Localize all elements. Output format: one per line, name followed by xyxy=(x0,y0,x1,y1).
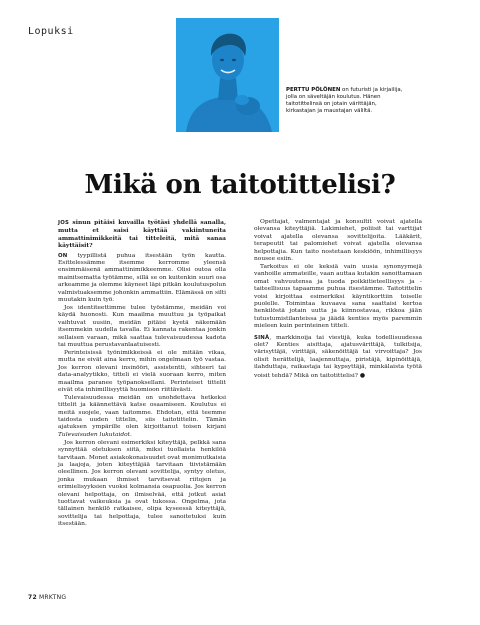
author-portrait-illustration xyxy=(176,18,279,132)
body-paragraph-1 xyxy=(58,253,226,305)
paragraph-8-kicker: SINÄ xyxy=(254,334,270,341)
body-paragraph-6: Opettajat, valmentajat ja konsultit voivat ajatella olevansa kiteyttäjiä. Lakimiehet, poliisit tai varttijat voivat ajatella olevansa sovittelijoita. Lääkärit, terapeutit tai palomiehet voivat ajatella olevansa helpottajia. Kun taito nostetaan keskiöön, inhimillisyys nousee esiin. xyxy=(254,219,422,263)
book-title: Tulevaisuden lukutaidot xyxy=(58,431,131,438)
article-column-left xyxy=(58,219,226,529)
author-photo xyxy=(176,18,279,132)
page-footer xyxy=(28,594,66,601)
body-paragraph-2: Jos identiteettimme tulee työstämme, meidän voi käydä huonosti. Kun maailma muuttuu ja työpaikat vaihtuvat uusiin, meidän pitäisi kyetä näkemään itsemmekin uudella tavalla. Ei kannata rakentaa jonkin sellaisen varaan, mikä saattaa tulevaisuudessa kadota tai muuttua perustavanlaatuisesti. xyxy=(58,304,226,348)
paragraph-4-text-b: . xyxy=(130,431,132,438)
body-paragraph-7: Tarkoitus ei ole keksiä vain uusia synonyymejä vanhoille ammateille, vaan auttaa kutakin sanoittamaan omat vahvuutensa ja tuoda poikkitieteellisyys ja -taiteellisuus tapaamme puhua itsestämme. Taitotittelin voisi kirjoittaa esimerkiksi käyntikorttiin toiselle puolelle. Toimintaa kuvaava sana saattaisi kertoa henkilöstä jotain uutta ja kiinnostavaa, rikkoa jään tutustumistilanteissa ja jäädä kenties myös paremmin mieleen kuin perinteinen titteli. xyxy=(254,263,422,330)
paragraph-1-kicker: ON xyxy=(58,252,68,259)
caption-text: on futuristi ja kirjailija, jolla on säveltäjän koulutus. Hänen taitotittelinsä on jotain värittäjän, kirkastajan ja maustajan väliltä. xyxy=(286,87,403,114)
paragraph-8-text: , markkinoija tai viestijä, kuka todellisuudessa olet? Kenties aisittaja, ajatusvärittäjä, tulkitsija, värisyttäjä, virittäjä, säkenöittäjä tai virvoittaja? Jos olisit herättelijä, laajennuttaja, piristäjä, kipinöittäjä, ilahduttaja, raikastaja tai kypsyttäjä, minkälaista työtä voisit tehdä? Mikä on taitotittelisi? xyxy=(254,334,422,379)
section-label: Lopuksi xyxy=(28,26,74,37)
paragraph-1-text: tyypillistä puhua itsestään työn kautta. Esittelessämme itsemme kerromme yleensä ensimmäisenä ammattinimikkeemme. Olisi outoa olla mainitsematta työtämme, sillä se on kuitenkin suuri osa arkeamme ja olemme käyneet läpi pitkän koulutuspolun valmistuaksemme johonkin ammattiin. Elämässä on silti muutakin kuin työ. xyxy=(58,252,226,304)
body-paragraph-8 xyxy=(254,335,422,380)
body-paragraph-5: Jos kerron olevani esimerkiksi kiteyttäjä, pelkkä sana synnyttää oletuksen siitä, miksi tuollaista henkilöä tarvitaan. Monet asiakokonaisuudet ovat monimutkaisia ja laajoja, joten kiteyttäjää tarvitaan tiivistämään oleellinen. Jos kerron olevani sovittelija, syntyy oletus, jonka mukaan ihmiset tarvitsevat riitojen ja erimielisyyksien vuoksi kolmansia osapuolia. Jos kerron olevani helpottaja, on ilmiselvää, että jotkut asiat tuottavat vaikeuksia ja ovat tukossa. Ongelma, jota tällainen henkilö ratkaisee, olipa kyseessä kiteyttäjä, sovittelija tai helpottaja, tulee sanoitetuksi kuin itsestään. xyxy=(58,439,226,528)
end-mark-icon: ● xyxy=(359,371,366,379)
article-column-right xyxy=(254,219,422,380)
page-number: 72 xyxy=(28,594,37,601)
body-paragraph-4 xyxy=(58,395,226,439)
article-title: Mikä on taitotittelisi? xyxy=(84,170,396,200)
paragraph-4-text-a: Tulevaisuudessa meidän on unohdettava hetkeksi tittelit ja käännettävä katse osaamiseen. Koulutus ei meitä suojele, vaan taitomme. Ehdotan, että teemme taidosta uuden tittelin, siis taitotittelin. Tämän ajatuksen ympärille olen kirjoittanut toisen kirjani xyxy=(58,394,226,431)
body-paragraph-3: Perinteisissä työnimikkeissä ei ole mitään vikaa, mutta ne eivät aina kerro, mihin ongelmaan työ vastaa. Jos kerron olevani insinööri, assistentti, sihteeri tai data-analyytikko, titteli ei vielä suoraan kerro, miten maailma paranee työpanoksellani. Perinteiset tittelit eivät ota inhimillisyyttä huomioon riittävästi. xyxy=(58,349,226,393)
lead-text: sinun pitäisi kuvailla työtäsi yhdellä sanalla, mutta et saisi käyttää vakiintuneita ammattinimikkeitä tai titteleitä, mitä sanaa käyttäisit? xyxy=(58,219,226,250)
lead-paragraph xyxy=(58,219,226,250)
magazine-name: MRKTNG xyxy=(38,594,67,601)
photo-caption xyxy=(286,87,406,115)
lead-kicker: JOS xyxy=(58,220,70,226)
caption-author-name: PERTTU PÖLÖNEN xyxy=(286,87,341,93)
